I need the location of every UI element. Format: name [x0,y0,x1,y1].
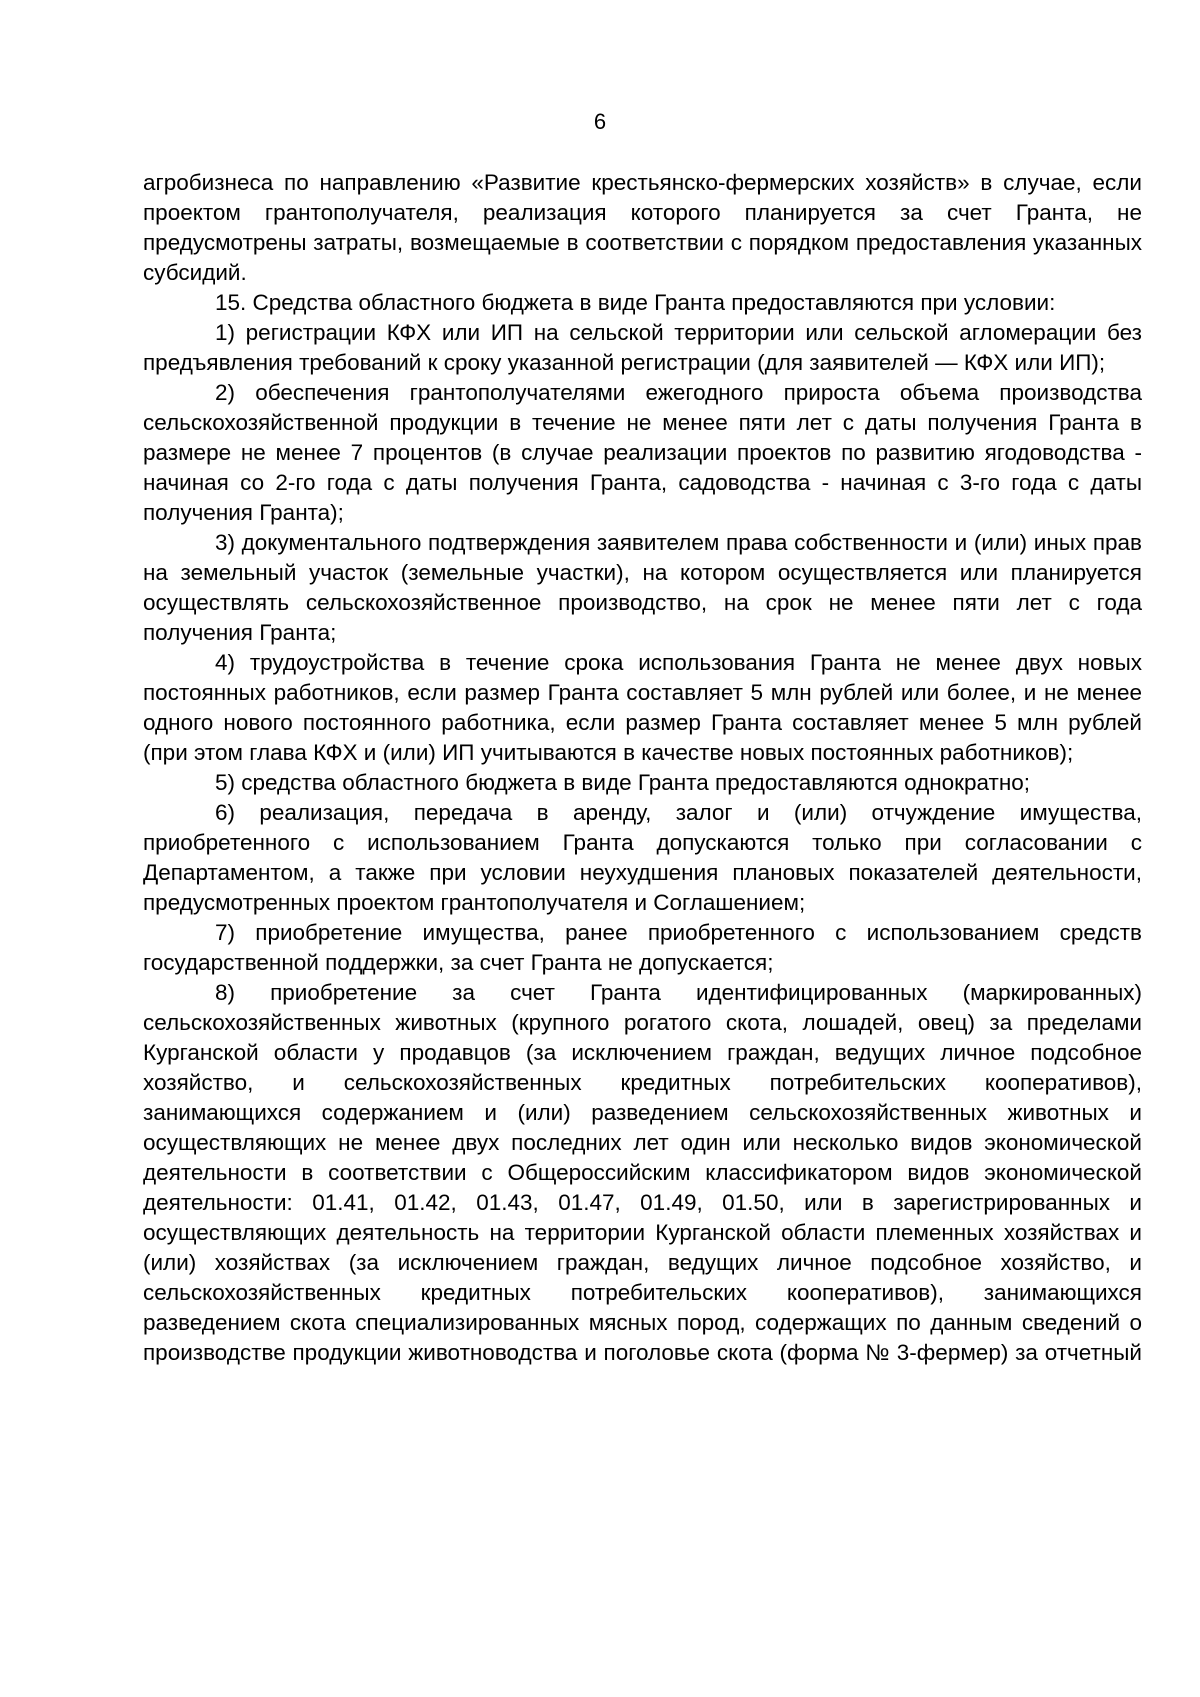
paragraph-continuation: агробизнеса по направлению «Развитие крестьянско-фермерских хозяйств» в случае, если проектом грантополучателя, реализация которого планируется за счет Гранта, не предусмотрены затраты, возмещаемые в соответствии с порядком предоставления указанных субсидий. [143,170,1142,285]
document-body [143,168,1142,1368]
paragraph-condition-3: 3) документального подтверждения заявителем права собственности и (или) иных прав на земельный участок (земельные участки), на котором осуществляется или планируется осуществлять сельскохозяйственное производство, на срок не менее пяти лет с года получения Гранта; [143,530,1142,645]
paragraph-condition-6: 6) реализация, передача в аренду, залог и (или) отчуждение имущества, приобретенного с использованием Гранта допускаются только при согласовании с Департаментом, а также при условии неухудшения плановых показателей деятельности, предусмотренных проектом грантополучателя и Соглашением; [143,800,1142,915]
paragraph-condition-1: 1) регистрации КФХ или ИП на сельской территории или сельской агломерации без предъявления требований к сроку указанной регистрации (для заявителей — КФХ или ИП); [143,320,1142,375]
paragraph-condition-4: 4) трудоустройства в течение срока использования Гранта не менее двух новых постоянных работников, если размер Гранта составляет 5 млн рублей или более, и не менее одного нового постоянного работника, если размер Гранта составляет менее 5 млн рублей (при этом глава КФХ и (или) ИП учитываются в качестве новых постоянных работников); [143,650,1142,765]
page-number: 6 [593,109,607,134]
paragraph-condition-2: 2) обеспечения грантополучателями ежегодного прироста объема производства сельскохозяйственной продукции в течение не менее пяти лет с даты получения Гранта в размере не менее 7 процентов (в случае реализации проектов по развитию ягодоводства - начиная со 2-го года с даты получения Гранта, садоводства - начиная с 3-го года с даты получения Гранта); [143,380,1142,525]
paragraph-condition-5: 5) средства областного бюджета в виде Гранта предоставляются однократно; [215,770,1031,795]
paragraph-condition-8: 8) приобретение за счет Гранта идентифицированных (маркированных) сельскохозяйственных животных (крупного рогатого скота, лошадей, овец) за пределами Курганской области у продавцов (за исключением граждан, ведущих личное подсобное хозяйство, и сельскохозяйственных кредитных потребительских кооперативов), занимающихся содержанием и (или) разведением сельскохозяйственных животных и осуществляющих не менее двух последних лет один или несколько видов экономической деятельности в соответствии с Общероссийским классификатором видов экономической деятельности: 01.41, 01.42, 01.43, 01.47, 01.49, 01.50, или в зарегистрированных и осуществляющих деятельность на территории Курганской области племенных хозяйствах и (или) хозяйствах (за исключением граждан, ведущих личное подсобное хозяйство, и сельскохозяйственных кредитных потребительских кооперативов), занимающихся разведением скота специализированных мясных пород, содержащих по данным сведений о производстве продукции животноводства и поголовье скота (форма № 3-фермер) за отчетный [143,980,1142,1365]
paragraph-item-15: 15. Средства областного бюджета в виде Гранта предоставляются при условии: [215,290,1056,315]
paragraph-condition-7: 7) приобретение имущества, ранее приобретенного с использованием средств государственной поддержки, за счет Гранта не допускается; [143,920,1142,975]
